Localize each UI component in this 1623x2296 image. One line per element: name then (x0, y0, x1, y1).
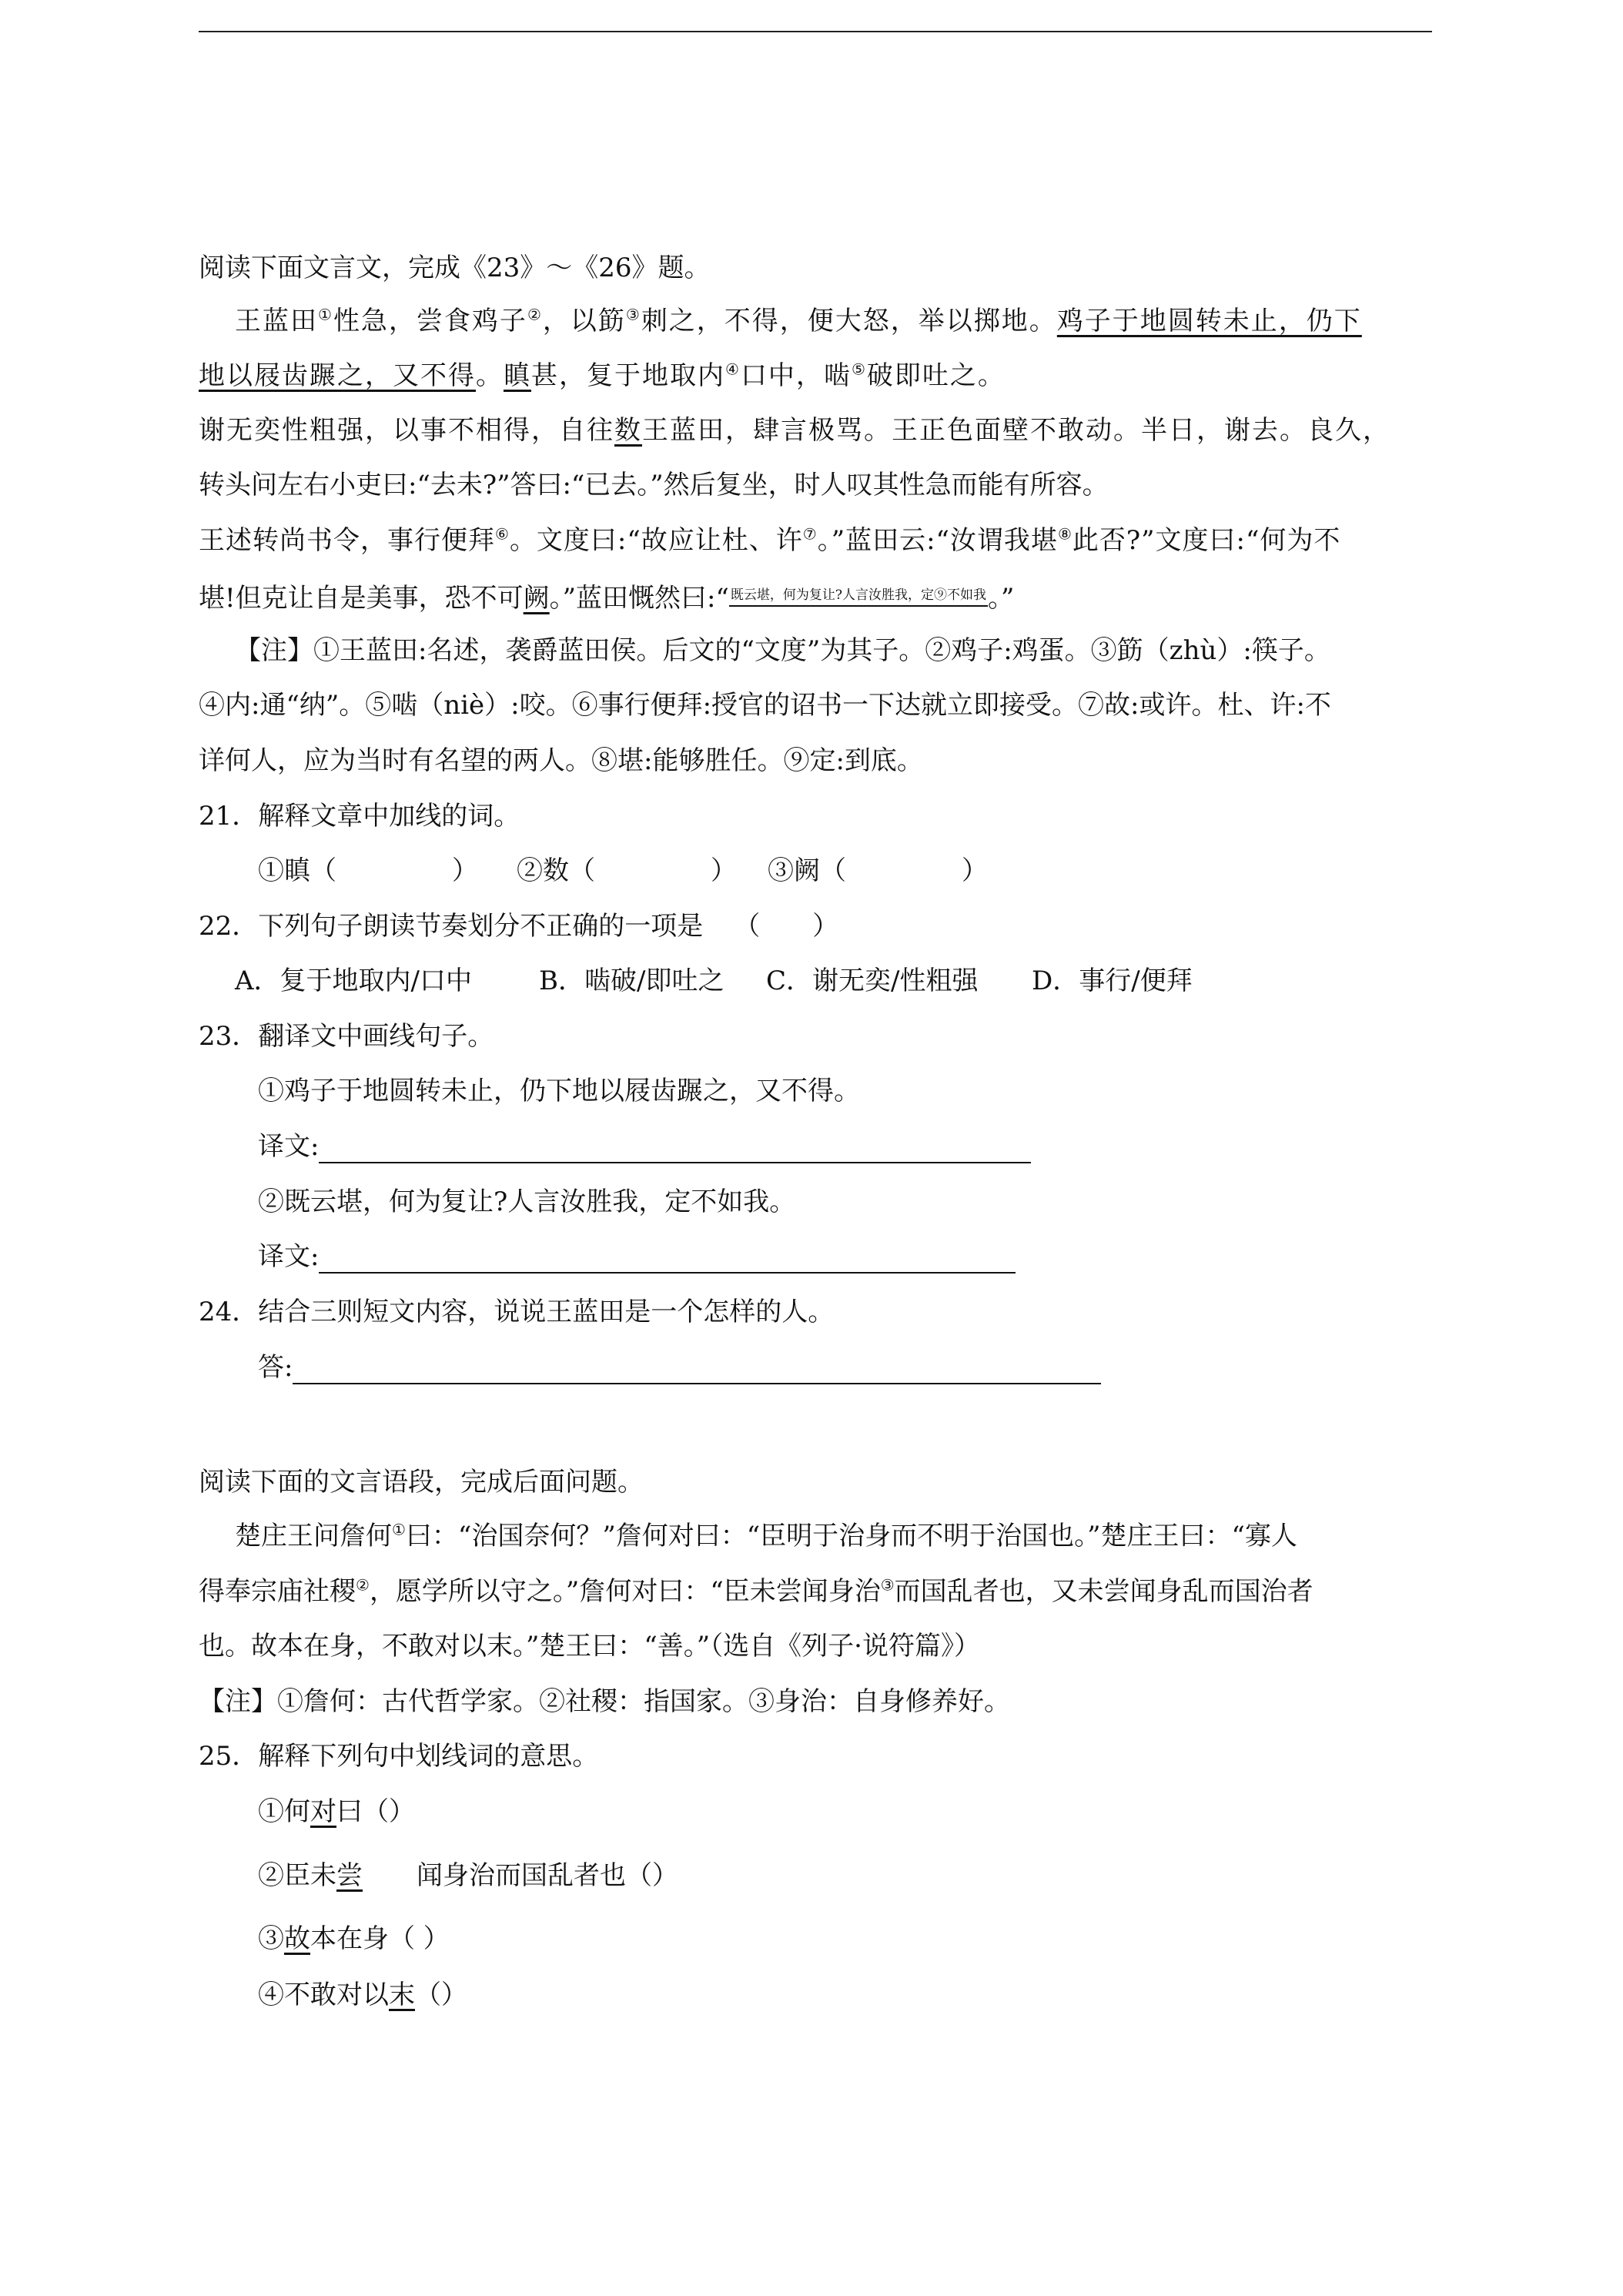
q25-item-3: ③故本在身（ ） (258, 1923, 450, 1954)
q22-option-d: D．事行/便拜 (1032, 966, 1193, 996)
q25-item-2: ②臣未尝 闻身治而国乱者也（） (258, 1860, 678, 1891)
notes-line2: ④内:通“纳”。⑤啮（niè）:咬。⑥事行便拜:授官的诏书一下达就立即接受。⑦故:或许。杜、许:不 (199, 690, 1331, 721)
q23-answer-2-blank[interactable] (319, 1244, 1016, 1274)
q23-answer-2: 译文: (258, 1240, 1016, 1274)
underlined-word-que: 阙 (523, 583, 550, 614)
passage4-line3: 也。故本在身，不敢对以末。”楚王曰：“善。”（选自《列子·说符篇》） (199, 1631, 980, 1662)
underlined-word-shu: 数 (614, 415, 642, 446)
notes-line3: 详何人，应为当时有名望的两人。⑧堪:能够胜任。⑨定:到底。 (199, 745, 923, 776)
passage1-line2: 地以屐齿蹍之，又不得。瞋甚，复于地取内④口中，啮⑤破即吐之。 (199, 360, 1006, 391)
passage1-line1: 王蓝田①性急，尝食鸡子②，以筯③刺之，不得，便大怒，举以掷地。鸡子于地圆转未止，仍下 (235, 305, 1362, 336)
q25-title: 25．解释下列句中划线词的意思。 (199, 1741, 599, 1772)
q22-option-a: A．复于地取内/口中 (235, 966, 473, 996)
header-rule (199, 31, 1432, 32)
q23-answer-1: 译文: (258, 1130, 1031, 1163)
passage3-line1: 王述转尚书令，事行便拜⑥。文度曰:“故应让杜、许⑦。”蓝田云:“汝谓我堪⑧此否?”文度曰:“何为不 (199, 524, 1341, 556)
q22-option-c: C．谢无奕/性粗强 (766, 966, 979, 996)
q21-items: ①瞋（ ） ②数（ ） ③阙（ ） (258, 855, 988, 886)
passage2-line1: 谢无奕性粗强，以事不相得，自往数王蓝田，肆言极骂。王正色面壁不敢动。半日，谢去。良久， (199, 415, 1390, 446)
underlined-sentence-1b: 地以屐齿蹍之，又不得 (199, 360, 476, 391)
section1-intro: 阅读下面文言文，完成《23》～《26》题。 (199, 253, 711, 283)
q24-answer: 答: (258, 1350, 1101, 1384)
passage4-line1: 楚庄王问詹何①曰：“治国奈何？”詹何对曰：“臣明于治身而不明于治国也。”楚庄王曰：“寡人 (235, 1520, 1297, 1551)
passage4-line2: 得奉宗庙社稷②，愿学所以守之。”詹何对曰：“臣未尝闻身治③而国乱者也，又未尝闻身乱而国治者 (199, 1575, 1313, 1607)
q24-answer-blank[interactable] (293, 1355, 1101, 1384)
underlined-word-chen: 瞋 (504, 360, 531, 391)
q22-option-b: B．啮破/即吐之 (539, 966, 724, 996)
q25-item-4: ④不敢对以末（） (258, 1980, 467, 2010)
q24-title: 24．结合三则短文内容，说说王蓝田是一个怎样的人。 (199, 1297, 835, 1327)
q23-sentence-2: ②既云堪，何为复让?人言汝胜我，定不如我。 (258, 1186, 796, 1217)
q22-title: 22．下列句子朗读节奏划分不正确的一项是 （ ） (199, 911, 839, 942)
underlined-sentence-1a: 鸡子于地圆转未止，仍下 (1056, 306, 1362, 336)
q25-item-1: ①何对曰（） (258, 1796, 415, 1827)
underlined-sentence-2-small: 既云堪，何为复让?人言汝胜我，定⑨不如我 (729, 587, 988, 607)
q23-sentence-1: ①鸡子于地圆转未止，仍下地以屐齿蹍之，又不得。 (258, 1076, 860, 1106)
passage2-line2: 转头问左右小吏曰:“去未?”答曰:“已去。”然后复坐，时人叹其性急而能有所容。 (199, 470, 1109, 500)
q21-title: 21．解释文章中加线的词。 (199, 801, 520, 832)
q23-answer-1-blank[interactable] (319, 1134, 1031, 1163)
section2-notes: 【注】①詹何：古代哲学家。②社稷：指国家。③身治：自身修养好。 (199, 1686, 1010, 1717)
q23-title: 23．翻译文中画线句子。 (199, 1021, 494, 1052)
section2-intro: 阅读下面的文言语段，完成后面问题。 (199, 1467, 644, 1498)
passage3-line2: 堪!但克让自是美事，恐不可阙。”蓝田慨然曰:“ $^{既云堪,何为复让?人言汝胜我,定⑨不如我}$。” (199, 583, 1015, 614)
notes-line1: 【注】①王蓝田:名述，袭爵蓝田侯。后文的“文度”为其子。②鸡子:鸡蛋。③筯（zhù）:筷子。 (235, 635, 1330, 666)
